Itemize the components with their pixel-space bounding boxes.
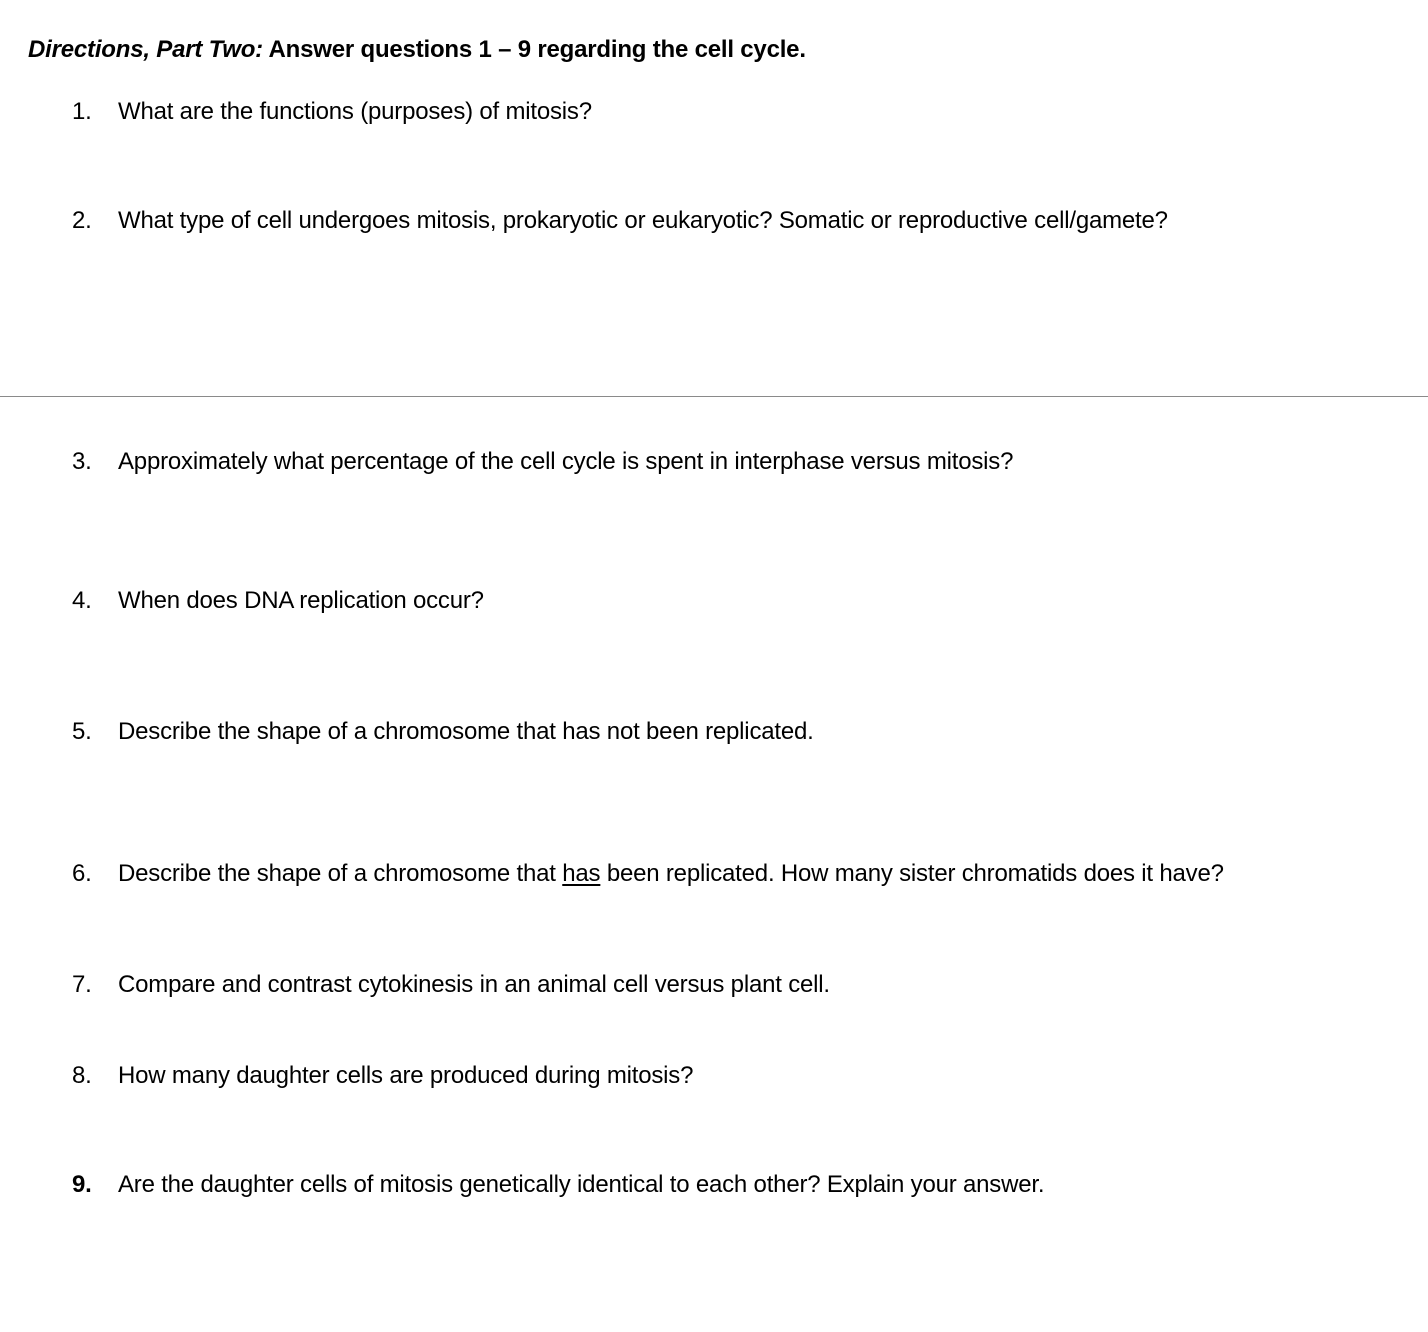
question-7 [72, 971, 830, 999]
question-text-before: Describe the shape of a chromosome that [118, 860, 563, 887]
question-number: 7. [72, 971, 92, 998]
question-5 [72, 718, 814, 746]
question-8 [72, 1062, 693, 1090]
question-number: 1. [72, 98, 92, 125]
question-text: When does DNA replication occur? [118, 587, 484, 614]
question-number: 6. [72, 860, 92, 887]
question-number: 8. [72, 1062, 92, 1089]
question-underlined-word: has [562, 860, 601, 887]
question-text: Are the daughter cells of mitosis genetically identical to each other? Explain your answer. [118, 1171, 1045, 1198]
page-divider [0, 396, 1428, 397]
directions-heading [28, 36, 806, 64]
question-number: 9. [72, 1171, 92, 1198]
question-text-after: been replicated. How many sister chromatids does it have? [600, 860, 1224, 887]
question-number: 2. [72, 207, 92, 234]
question-text: What type of cell undergoes mitosis, prokaryotic or eukaryotic? Somatic or reproductive cell/gamete? [118, 207, 1168, 234]
question-number: 5. [72, 718, 92, 745]
question-4 [72, 587, 484, 615]
question-text: Approximately what percentage of the cell cycle is spent in interphase versus mitosis? [118, 448, 1014, 475]
question-6 [72, 860, 1224, 888]
question-3 [72, 448, 1013, 476]
question-1 [72, 98, 592, 126]
question-text: What are the functions (purposes) of mitosis? [118, 98, 592, 125]
question-text: How many daughter cells are produced during mitosis? [118, 1062, 694, 1089]
question-text: Compare and contrast cytokinesis in an animal cell versus plant cell. [118, 971, 830, 998]
directions-text: Answer questions 1 – 9 regarding the cell cycle. [262, 36, 806, 63]
question-2 [72, 207, 1168, 235]
question-9 [72, 1171, 1044, 1199]
question-text: Describe the shape of a chromosome that has not been replicated. [118, 718, 814, 745]
directions-lead: Directions, Part Two: [28, 36, 263, 63]
question-number: 3. [72, 448, 92, 475]
question-number: 4. [72, 587, 92, 614]
